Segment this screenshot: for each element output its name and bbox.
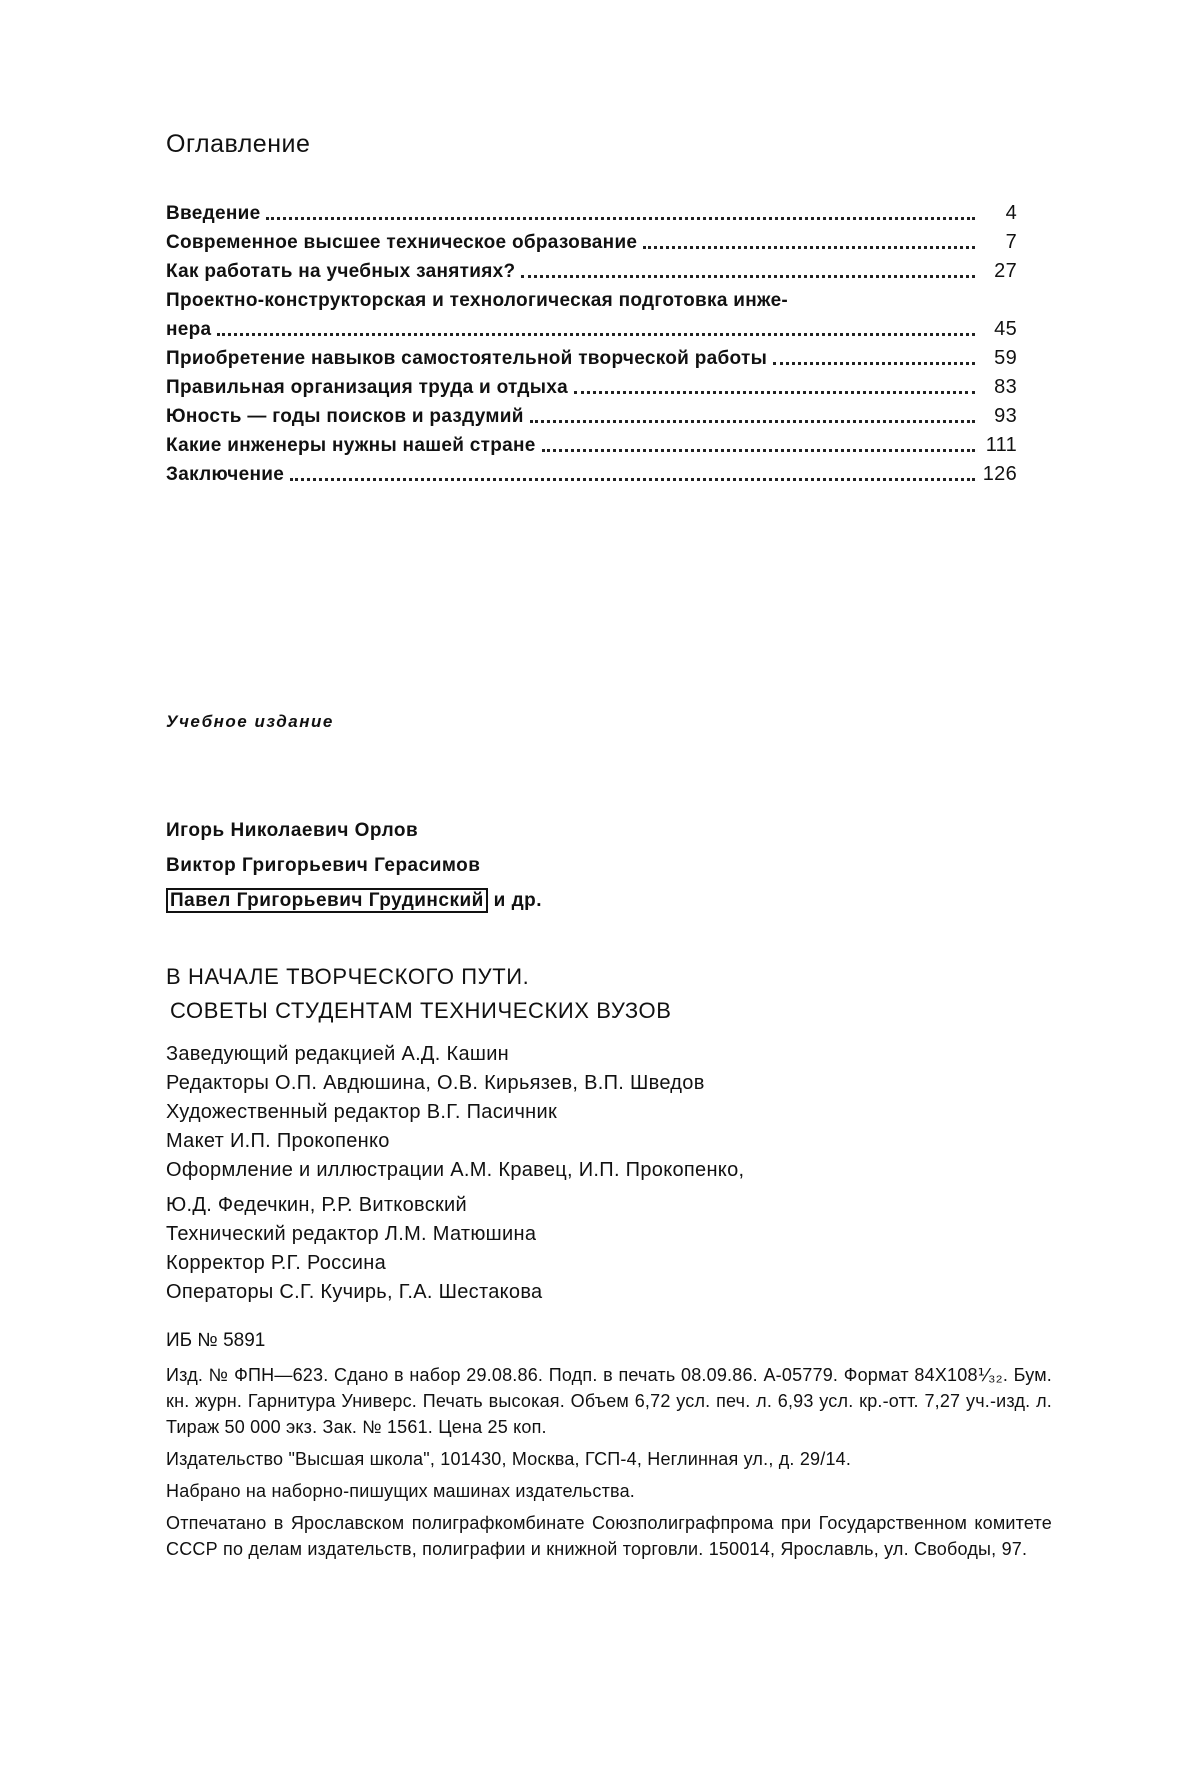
book-title	[166, 960, 672, 1028]
toc-entry-page: 7	[1005, 231, 1017, 253]
toc-entry-page: 59	[994, 347, 1017, 369]
toc-entry	[166, 428, 1017, 457]
toc-leader-dots	[773, 360, 975, 365]
toc-entry-title: Проектно-конструкторская и технологическая подготовка инже-	[166, 290, 789, 311]
toc-leader-dots	[521, 273, 975, 278]
book-title-line: В НАЧАЛЕ ТВОРЧЕСКОГО ПУТИ.	[166, 964, 530, 989]
toc-entry	[166, 283, 1017, 312]
staff-line: Операторы С.Г. Кучирь, Г.А. Шестакова	[166, 1281, 543, 1303]
toc-entry-title: Введение	[166, 203, 261, 224]
imprint-paragraph: Отпечатано в Ярославском полиграфкомбинате Союзполиграфпрома при Государственном комитете СССР по делам издательств, полиграфии и книжной торговли. 150014, Ярославль, ул. Свободы, 97.	[166, 1513, 1052, 1559]
editorial-staff	[166, 1040, 744, 1307]
toc-entry-page: 126	[982, 463, 1017, 485]
toc-entry-title: Как работать на учебных занятиях?	[166, 261, 516, 282]
imprint-paragraph: Набрано на наборно-пишущих машинах издательства.	[166, 1481, 635, 1501]
toc-leader-dots	[266, 215, 975, 220]
toc-entry-title: Современное высшее техническое образование	[166, 232, 638, 253]
toc-entry-page: 111	[985, 434, 1017, 456]
staff-line: Ю.Д. Федечкин, Р.Р. Витковский	[166, 1194, 467, 1216]
toc-entry	[166, 196, 1017, 225]
imprint-block	[166, 1362, 1052, 1568]
toc-entry-title: нера	[166, 319, 212, 340]
toc-entry-page: 45	[994, 318, 1017, 340]
authors-block	[166, 813, 542, 918]
toc-entry	[166, 254, 1017, 283]
staff-line: Технический редактор Л.М. Матюшина	[166, 1223, 537, 1245]
toc-entry-page: 27	[994, 260, 1017, 282]
toc-leader-dots	[290, 476, 975, 481]
ib-number: ИБ № 5891	[166, 1330, 266, 1351]
author-name: Игорь Николаевич Орлов	[166, 820, 419, 841]
book-title-line: СОВЕТЫ СТУДЕНТАМ ТЕХНИЧЕСКИХ ВУЗОВ	[170, 998, 672, 1023]
toc-leader-dots	[530, 418, 975, 423]
toc-entry-title: Заключение	[166, 464, 285, 485]
toc-leader-dots	[542, 447, 975, 452]
toc-leader-dots	[574, 389, 975, 394]
toc-entry	[166, 225, 1017, 254]
toc-entry-title: Юность — годы поисков и раздумий	[166, 406, 524, 427]
toc-entry	[166, 457, 1017, 486]
table-of-contents	[166, 196, 1017, 486]
toc-entry	[166, 341, 1017, 370]
staff-line: Оформление и иллюстрации А.М. Кравец, И.П. Прокопенко,	[166, 1159, 745, 1181]
author-name: Виктор Григорьевич Герасимов	[166, 855, 481, 876]
toc-title: Оглавление	[166, 130, 311, 158]
edition-type: Учебное издание	[166, 712, 334, 731]
imprint-paragraph: Изд. № ФПН—623. Сдано в набор 29.08.86. Подп. в печать 08.09.86. А-05779. Формат 84X108⅟₃₂. Бум. кн. журн. Гарнитура Универс. Печать высокая. Объем 6,72 усл. печ. л. 6,93 усл. кр.-отт. 7,27 уч.-изд. л. Тираж 50 000 экз. Зак. № 1561. Цена 25 коп.	[166, 1365, 1052, 1437]
toc-entry-title: Правильная организация труда и отдыха	[166, 377, 569, 398]
toc-entry-page: 83	[994, 376, 1017, 398]
toc-leader-dots	[643, 244, 975, 249]
toc-entry	[166, 399, 1017, 428]
toc-entry	[166, 312, 1017, 341]
staff-line: Заведующий редакцией А.Д. Кашин	[166, 1043, 510, 1065]
author-suffix: и др.	[487, 890, 543, 911]
staff-line: Макет И.П. Прокопенко	[166, 1130, 390, 1152]
toc-entry-page: 93	[994, 405, 1017, 427]
toc-entry-page: 4	[1005, 202, 1017, 224]
toc-entry-title: Какие инженеры нужны нашей стране	[166, 435, 536, 456]
imprint-paragraph: Издательство "Высшая школа", 101430, Москва, ГСП-4, Неглинная ул., д. 29/14.	[166, 1449, 852, 1469]
toc-entry	[166, 370, 1017, 399]
author-name-framed: Павел Григорьевич Грудинский	[166, 888, 488, 913]
staff-line: Художественный редактор В.Г. Пасичник	[166, 1101, 558, 1123]
toc-leader-dots	[217, 331, 975, 336]
toc-entry-title: Приобретение навыков самостоятельной творческой работы	[166, 348, 768, 369]
author-line	[166, 883, 542, 918]
staff-line: Редакторы О.П. Авдюшина, О.В. Кирьязев, В.П. Шведов	[166, 1072, 705, 1094]
staff-line: Корректор Р.Г. Россина	[166, 1252, 386, 1274]
